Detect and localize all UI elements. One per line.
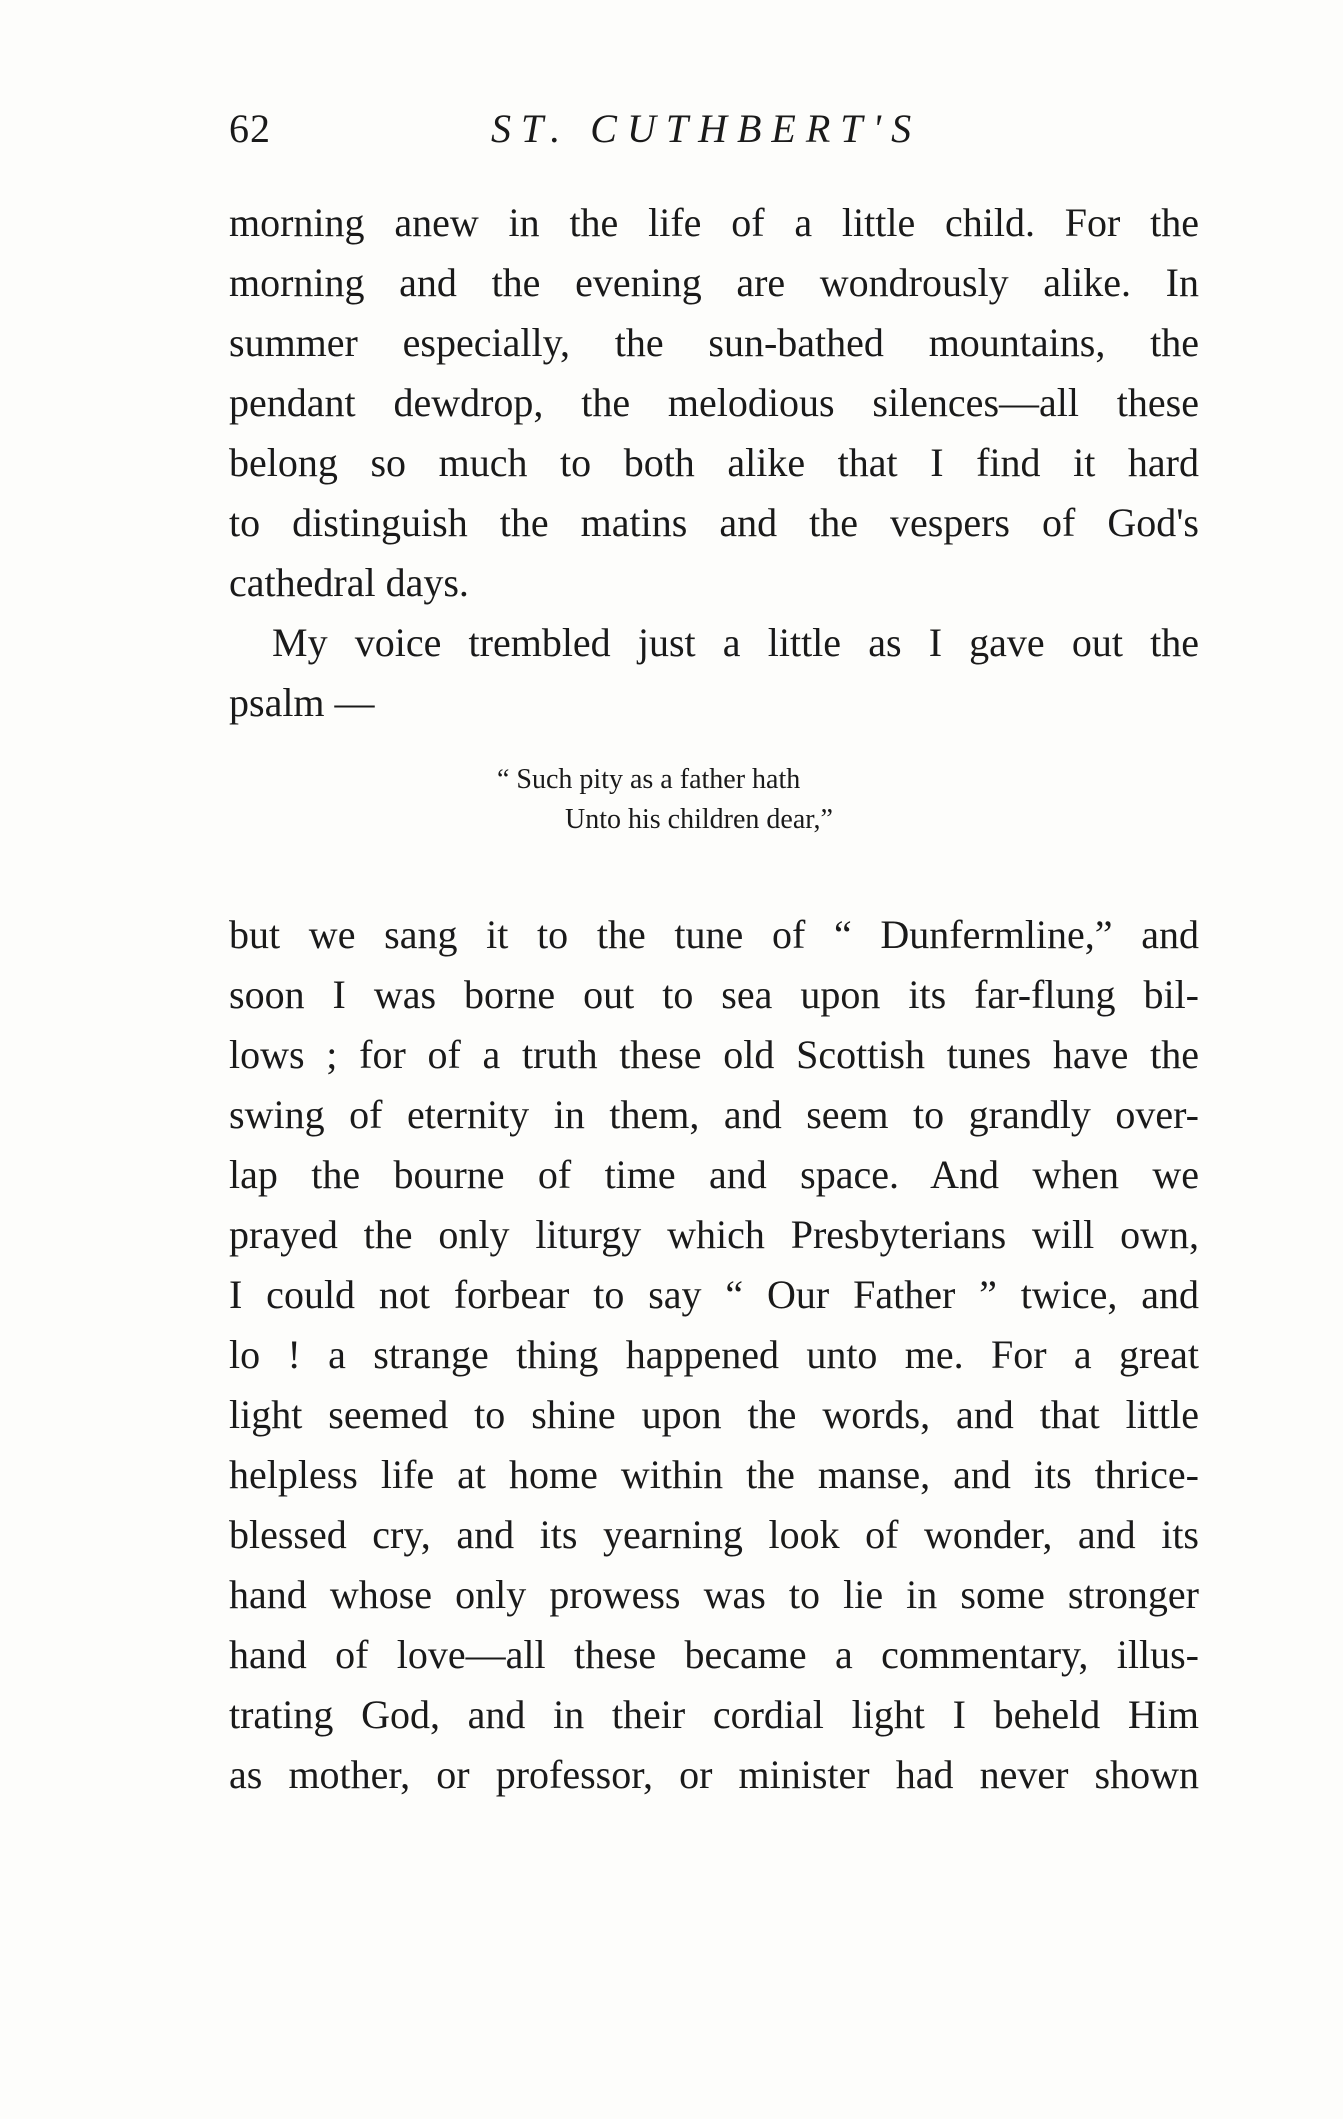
- paragraph-3-line: lap the bourne of time and space. And when we: [229, 1152, 1199, 1197]
- paragraph-2-line: My voice trembled just a little as I gave out the: [272, 620, 1199, 665]
- paragraph-3-line: blessed cry, and its yearning look of wonder, and its: [229, 1512, 1199, 1557]
- paragraph-3-line: prayed the only liturgy which Presbyterians will own,: [229, 1212, 1199, 1257]
- running-title: ST. CUTHBERT'S: [491, 106, 922, 151]
- paragraph-3-line: trating God, and in their cordial light I beheld Him: [229, 1692, 1199, 1737]
- paragraph-2-line: psalm —: [229, 680, 375, 725]
- paragraph-1-line: cathedral days.: [229, 560, 469, 605]
- paragraph-3-line: light seemed to shine upon the words, and that little: [229, 1392, 1199, 1437]
- paragraph-3-line: as mother, or professor, or minister had never shown: [229, 1752, 1199, 1797]
- page-header: [229, 105, 1199, 165]
- paragraph-3-line: lo ! a strange thing happened unto me. For a great: [229, 1332, 1199, 1377]
- paragraph-1-line: summer especially, the sun-bathed mountains, the: [229, 320, 1199, 365]
- paragraph-3-line: soon I was borne out to sea upon its far-flung bil-: [229, 972, 1199, 1017]
- paragraph-3-line: hand of love—all these became a commentary, illus-: [229, 1632, 1199, 1677]
- paragraph-1-line: morning anew in the life of a little child. For the: [229, 200, 1199, 245]
- paragraph-1-line: to distinguish the matins and the vespers of God's: [229, 500, 1199, 545]
- paragraph-3-line: helpless life at home within the manse, and its thrice-: [229, 1452, 1199, 1497]
- paragraph-1-line: pendant dewdrop, the melodious silences—all these: [229, 380, 1199, 425]
- paragraph-1-line: morning and the evening are wondrously alike. In: [229, 260, 1199, 305]
- paragraph-3-line: but we sang it to the tune of “ Dunfermline,” and: [229, 912, 1199, 957]
- paragraph-3-line: lows ; for of a truth these old Scottish tunes have the: [229, 1032, 1199, 1077]
- verse-line: Unto his children dear,”: [565, 804, 833, 835]
- paragraph-3-line: swing of eternity in them, and seem to grandly over-: [229, 1092, 1199, 1137]
- paragraph-3-line: hand whose only prowess was to lie in some stronger: [229, 1572, 1199, 1617]
- paragraph-3-line: I could not forbear to say “ Our Father ” twice, and: [229, 1272, 1199, 1317]
- paragraph-1-line: belong so much to both alike that I find it hard: [229, 440, 1199, 485]
- page-number: 62: [229, 106, 271, 151]
- verse-line: “ Such pity as a father hath: [497, 764, 801, 795]
